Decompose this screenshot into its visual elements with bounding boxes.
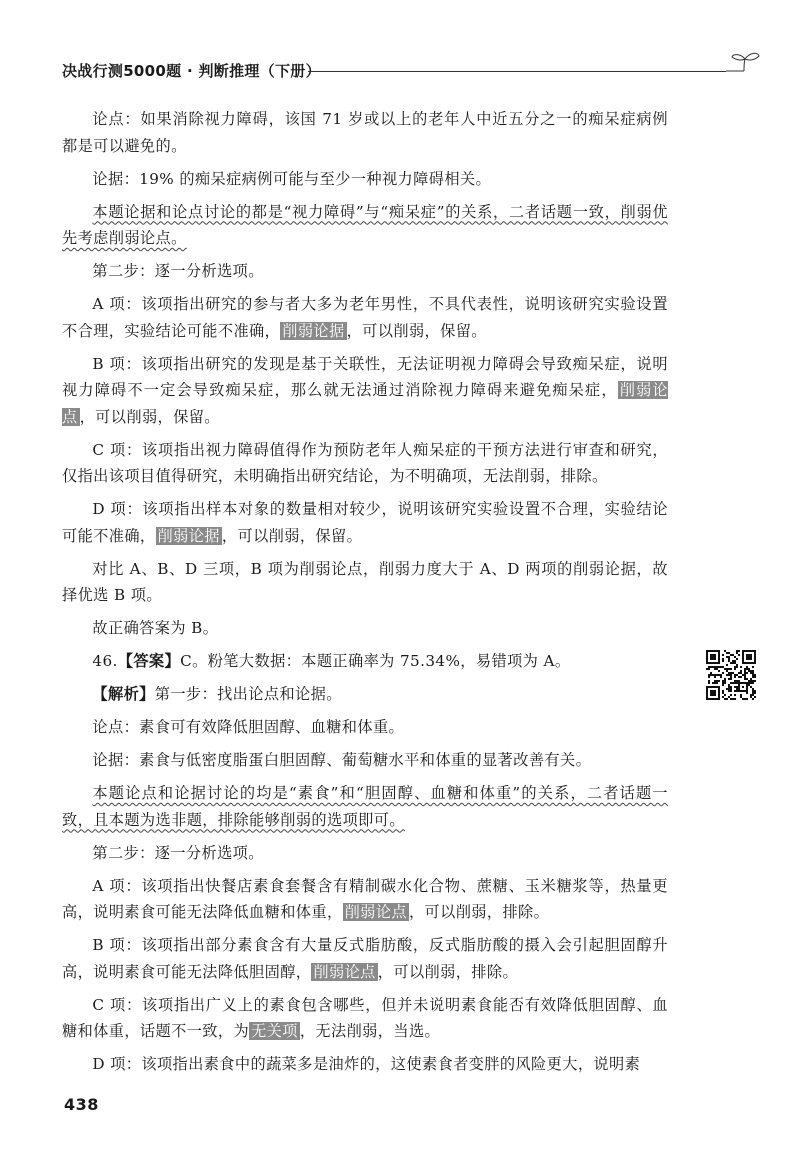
highlight-tag: 削弱论据	[157, 526, 220, 545]
text-run: ，可以削弱，保留。	[79, 407, 220, 426]
paragraph	[62, 291, 668, 344]
text-run: 论据：19% 的痴呆症病例可能与至少一种视力障碍相关。	[92, 169, 492, 188]
paragraph	[62, 106, 668, 159]
text-run: 第二步：逐一分析选项。	[92, 262, 264, 280]
text-run: C 项：该项指出广义上的素食包含哪些，但并未说明素食能否有效降低胆固醇、血糖和体重，话题不一致，为	[62, 995, 668, 1040]
text-run: 46.	[92, 652, 118, 670]
page-header	[62, 58, 762, 88]
text-run: C。粉笔大数据：本题正确率为 75.34%，易错项为 A。	[180, 652, 571, 670]
highlight-tag: 削弱论点	[344, 903, 407, 921]
header-rule	[308, 71, 726, 72]
paragraph	[62, 199, 668, 252]
text-run: ，可以削弱，保留。	[221, 526, 363, 545]
header-title: 决战行测5000题 · 判断推理（下册）	[62, 62, 321, 80]
text-run: 第一步：找出论点和论据。	[154, 685, 342, 703]
page-number: 438	[64, 1095, 99, 1114]
highlight-tag: 削弱论点	[62, 381, 668, 426]
paragraph	[62, 166, 668, 193]
paragraph	[62, 873, 668, 926]
text-run: B 项：该项指出研究的发现是基于关联性，无法证明视力障碍会导致痴呆症，说明视力障碍不一定会导致痴呆症，那么就无法通过消除视力障碍来避免痴呆症，	[62, 354, 668, 399]
paragraph	[62, 932, 668, 985]
paragraph	[62, 437, 668, 490]
text-run: D 项：该项指出素食中的蔬菜多是油炸的，这使素食者变胖的风险更大，说明素	[92, 1055, 641, 1073]
paragraph	[62, 258, 668, 285]
text-run: ，无法削弱，当选。	[299, 1022, 441, 1040]
paragraph	[62, 681, 668, 708]
paragraph	[62, 840, 668, 867]
text-run: A 项：该项指出研究的参与者大多为老年男性，不具代表性，说明该研究实验设置不合理，实验结论可能不准确，	[62, 295, 668, 340]
paragraph	[62, 648, 668, 675]
wavy-underlined-text: 本题论据和论点讨论的都是“视力障碍”与“痴呆症”的关系，二者话题一致，削弱优先考虑削弱论点。	[62, 202, 668, 247]
page-body	[62, 106, 668, 1084]
text-run: A 项：该项指出快餐店素食套餐含有精制碳水化合物、蔗糖、玉米糖浆等，热量更高，说明素食可能无法降低血糖和体重，	[62, 876, 668, 921]
wavy-underlined-text: 本题论点和论据讨论的均是“素食”和“胆固醇、血糖和体重”的关系，二者话题一致，且本题为选非题，排除能够削弱的选项即可。	[62, 784, 668, 829]
paragraph	[62, 747, 668, 774]
text-run: ，可以削弱，保留。	[346, 321, 487, 340]
text-run: B 项：该项指出部分素食含有大量反式脂肪酸，反式脂肪酸的摄入会引起胆固醇升高，说明素食可能无法降低胆固醇，	[62, 936, 668, 981]
paragraph	[62, 780, 668, 833]
text-run: 论据：素食与低密度脂蛋白胆固醇、葡萄糖水平和体重的显著改善有关。	[92, 751, 592, 769]
sprout-icon	[722, 50, 762, 78]
text-run: C 项：该项指出视力障碍值得作为预防老年人痴呆症的干预方法进行审查和研究，仅指出该项目值得研究，未明确指出研究结论，为不明确项，无法削弱，排除。	[62, 440, 668, 485]
text-run: 第二步：逐一分析选项。	[92, 843, 264, 862]
text-run: ，可以削弱，排除。	[377, 962, 519, 981]
bold-label: 【解析】	[92, 685, 155, 703]
qr-code-icon	[706, 650, 756, 700]
text-run: 论点：素食可有效降低胆固醇、血糖和体重。	[92, 718, 405, 736]
highlight-tag: 削弱论点	[313, 962, 376, 981]
highlight-tag: 无关项	[251, 1022, 298, 1040]
paragraph	[62, 351, 668, 431]
paragraph	[62, 714, 668, 741]
highlight-tag: 削弱论据	[282, 321, 345, 340]
paragraph	[62, 556, 668, 609]
text-run: 对比 A、B、D 三项，B 项为削弱论点，削弱力度大于 A、D 两项的削弱论据，故择优选 B 项。	[62, 559, 668, 604]
bold-label: 【答案】	[117, 652, 181, 670]
paragraph	[62, 1051, 668, 1078]
text-run: ，可以削弱，排除。	[408, 903, 550, 921]
text-run: 论点：如果消除视力障碍，该国 71 岁或以上的老年人中近五分之一的痴呆症病例都是可以避免的。	[62, 110, 668, 155]
paragraph	[62, 615, 668, 642]
text-run: 故正确答案为 B。	[92, 619, 219, 637]
paragraph	[62, 496, 668, 549]
paragraph	[62, 992, 668, 1045]
text-run: D 项：该项指出样本对象的数量相对较少，说明该研究实验设置不合理，实验结论可能不准确，	[62, 500, 668, 545]
